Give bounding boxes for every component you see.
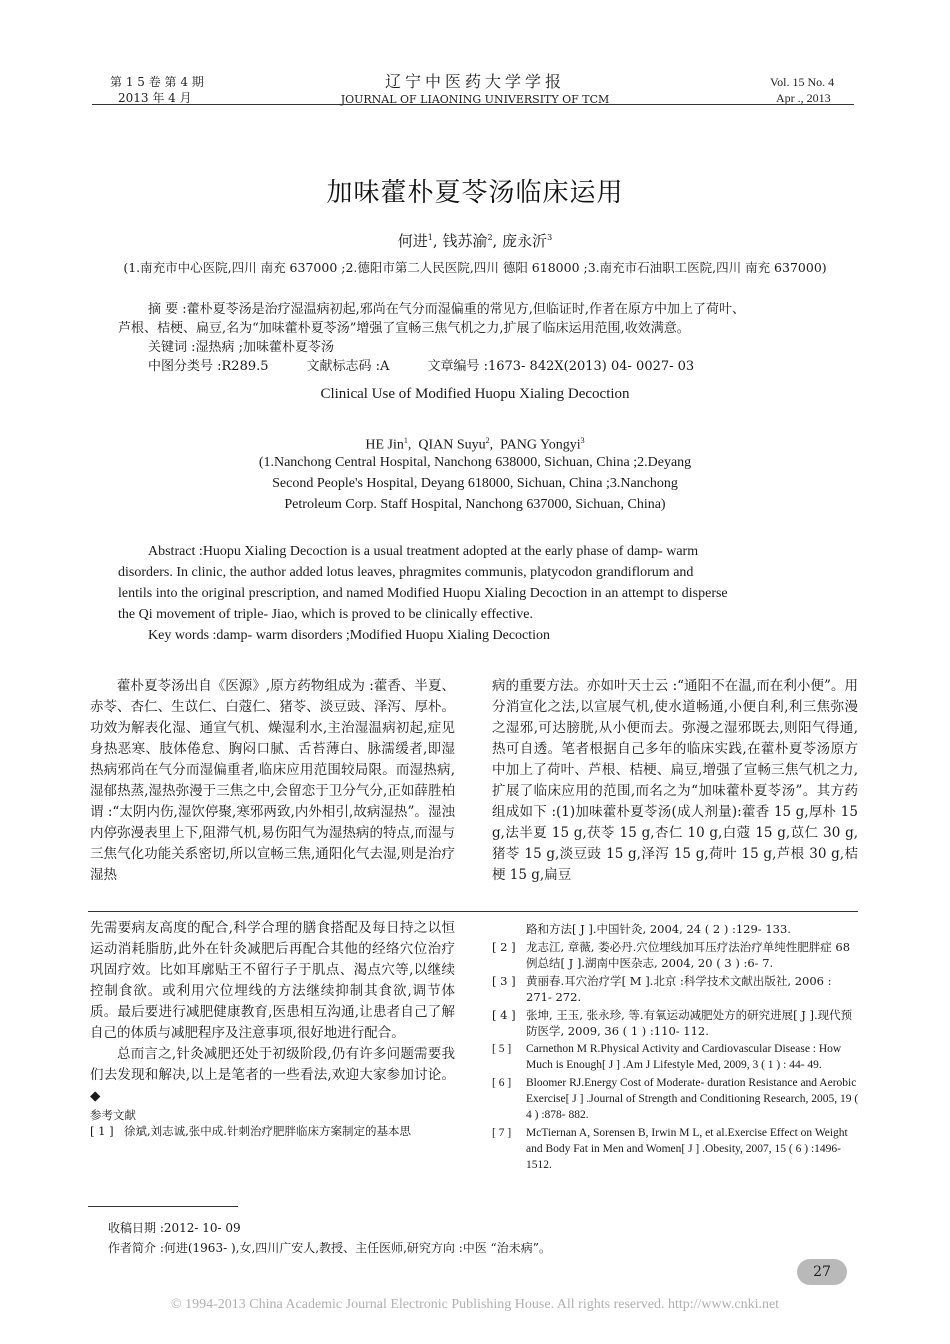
author-bio: 作者简介 :何进(1963- ),女,四川广安人,教授、主任医师,研究方向 :中医 “治未病”。: [108, 1241, 551, 1255]
body-paragraph-left: 藿朴夏苓汤出自《医源》,原方药物组成为 :藿香、半夏、赤苓、杏仁、生苡仁、白蔻仁、猪苓、淡豆豉、泽泻、厚朴。功效为解表化湿、通宣气机、燥湿利水,主治湿温病初起,症见身热恶寒、肢体倦怠、胸闷口腻、舌苔薄白、脉濡缓者,即湿热病邪尚在气分而湿偏重者,临床应用范围较局限。而湿热病,湿郁热蒸,湿热弥漫于三焦之中,会留恋于卫分气分,正如薛胜柏谓 :“太阴内伤,湿饮停聚,寒邪两致,内外相引,故病湿热”。湿浊内停弥漫表里上下,阻滞气机,易伤阳气为湿热病的特点,而湿与三焦气化功能关系密切,所以宣畅三焦,通阳化气去湿,则是治疗湿热: [90, 678, 455, 883]
references-list: [492, 921, 860, 1175]
reference-item: [492, 921, 860, 937]
reference-number: [ 3 ]: [492, 974, 516, 988]
section-divider: [88, 911, 858, 912]
header-vol-no: Vol. 15 No. 4: [770, 75, 835, 89]
header-volume: 第 1 5 卷 第 4 期: [110, 75, 204, 89]
reference-text: 徐斌,刘志诚,张中成.针刺治疗肥胖临床方案制定的基本思: [124, 1124, 411, 1138]
author-en-2-sup: 2: [485, 436, 490, 445]
affiliation-en: [0, 452, 950, 515]
document-code: 文献标志码 :A: [306, 359, 390, 374]
reference-item: [492, 939, 860, 971]
abstract-en-line4: the Qi movement of triple- Jiao, which is proved to be clinically effective.: [118, 607, 533, 622]
reference-item: [492, 1007, 860, 1039]
copyright-notice: © 1994-2013 China Academic Journal Electronic Publishing House. All rights reserved. http://www.cnki.net: [170, 1297, 780, 1312]
author-1-sup: 1: [427, 233, 433, 242]
author-en-2: QIAN Suyu: [418, 437, 486, 453]
authors-en: HE Jin$^1$, QIAN Suyu$^2$, PANG Yongyi$^3$: [365, 436, 585, 453]
reference-text: 张坤, 王玉, 张永珍, 等.有氧运动减肥处方的研究进展[ J ].现代预防医学, 2009, 36 ( 1 ) :110- 112.: [526, 1008, 853, 1038]
references-heading: 参考文献: [90, 1108, 136, 1122]
body-column-left: [90, 676, 455, 886]
footnote: [108, 1218, 848, 1258]
abstract-en-line3: lentils into the original prescription, and named Modified Huopu Xialing Decoction in an attempt to disperse: [118, 586, 728, 601]
reference-text: 黄丽春.耳穴治疗学[ M ].北京 :科学技术文献出版社, 2006 : 271- 272.: [526, 974, 832, 1004]
affiliation-en-line3: Petroleum Corp. Staff Hospital, Nanchong 637000, Sichuan, China): [284, 497, 666, 512]
affiliation-en-line1: (1.Nanchong Central Hospital, Nanchong 638000, Sichuan, China ;2.Deyang: [258, 455, 692, 470]
abstract-en-line1: Abstract :Huopu Xialing Decoction is a usual treatment adopted at the early phase of damp- warm: [148, 544, 699, 559]
author-1: 何进: [397, 232, 428, 250]
reference-item: [492, 1125, 860, 1173]
article-title-cn: 加味藿朴夏苓汤临床运用: [326, 178, 624, 208]
keywords-cn: 关键词 :湿热病 ;加味藿朴夏苓汤: [148, 340, 335, 355]
author-3: 庞永沂: [502, 232, 548, 250]
reference-number: [ 7 ]: [492, 1127, 512, 1139]
page-number: 27: [797, 1259, 847, 1285]
affiliation-en-line2: Second People's Hospital, Deyang 618000, Sichuan, China ;3.Nanchong: [272, 476, 678, 491]
reference-item: [492, 1041, 860, 1073]
abstract-cn-line1: 藿朴夏苓汤是治疗湿温病初起,邪尚在气分而湿偏重的常见方,但临证时,作者在原方中加上了荷叶、: [186, 302, 746, 317]
header-date-en: Apr ., 2013: [776, 91, 831, 105]
author-en-1: HE Jin: [365, 437, 404, 453]
body-paragraph-right: 病的重要方法。亦如叶天士云 :“通阳不在温,而在利小便”。用分消宣化之法,以宣展气机,使水道畅通,小便自利,利三焦弥漫之湿邪,可达膀胱,从小便而去。弥漫之湿邪既去,则阳气得通,热可自透。笔者根据自己多年的临床实践,在藿朴夏苓汤原方中加上了荷叶、芦根、桔梗、扁豆,增强了宣畅三焦气机之力,扩展了临床应用的范围,而名之为“加味藿朴夏苓汤”。其方药组成如下 :(1)加味藿朴夏苓汤(成人剂量):藿香 15 g,厚朴 15 g,法半夏 15 g,茯苓 15 g,杏仁 10 g,白蔻 15 g,苡仁 30 g,猪苓 15 g,淡豆豉 15 g,泽泻 15 g,荷叶 15 g,芦根 30 g,桔梗 15 g,扁豆: [492, 678, 858, 883]
abstract-en: [118, 541, 843, 646]
author-en-3: PANG Yongyi: [500, 437, 581, 453]
author-en-1-sup: 1: [403, 436, 408, 445]
header-rule: [92, 104, 854, 105]
reference-text: Bloomer RJ.Energy Cost of Moderate- duration Resistance and Aerobic Exercise[ J ] .Journal of Strength and Conditioning Research, 2005, 19 ( 4 ) :878- 882.: [526, 1077, 859, 1121]
reference-text: 路和方法[ J ].中国针灸, 2004, 24 ( 2 ) :129- 133.: [526, 922, 791, 936]
keywords-en: Key words :damp- warm disorders ;Modified Huopu Xialing Decoction: [148, 628, 551, 643]
reference-item: [492, 1075, 860, 1123]
header-volume-en: [770, 74, 834, 106]
abstract-label: 摘 要 :: [148, 302, 187, 317]
reference-text: McTiernan A, Sorensen B, Irwin M L, et al.Exercise Effect on Weight and Body Fat in Men and Women[ J ] .Obesity, 2007, 15 ( 6 ) :1496- 1512.: [526, 1127, 848, 1171]
reference-number: [492, 921, 526, 937]
abstract-cn-line2: 芦根、桔梗、扁豆,名为“加味藿朴夏苓汤”增强了宣畅三焦气机之力,扩展了临床运用范围,收效满意。: [118, 321, 690, 336]
received-date: 收稿日期 :2012- 10- 09: [108, 1221, 241, 1235]
reference-number: [ 6 ]: [492, 1077, 512, 1089]
reference-number: [ 4 ]: [492, 1008, 516, 1022]
author-2: 钱苏渝: [442, 232, 488, 250]
affiliation-cn: (1.南充市中心医院,四川 南充 637000 ;2.德阳市第二人民医院,四川 德阳 618000 ;3.南充市石油职工医院,四川 南充 637000): [123, 260, 827, 275]
body-column-right: [492, 676, 858, 886]
journal-name-cn: 辽宁中医药大学学报: [384, 72, 565, 91]
reference-text: 龙志江, 章薇, 娄必丹.穴位埋线加耳压疗法治疗单纯性肥胖症 68 例总结[ J ].湖南中医杂志, 2004, 20 ( 3 ) :6- 7.: [526, 940, 851, 970]
lower-left-column: [90, 918, 455, 1141]
lower-paragraph-2: 总而言之,针灸减肥还处于初级阶段,仍有许多问题需要我们去发现和解决,以上是笔者的一些看法,欢迎大家参加讨论。◆: [90, 1046, 455, 1104]
footnote-rule: [88, 1206, 238, 1207]
reference-number: [ 5 ]: [492, 1043, 512, 1055]
header-date: 2013 年 4 月: [118, 91, 192, 105]
journal-name-en: JOURNAL OF LIAONING UNIVERSITY OF TCM: [340, 93, 610, 106]
authors-cn: 何进$^1$, 钱苏渝$^2$, 庞永沂$^3$: [397, 232, 553, 250]
author-3-sup: 3: [547, 233, 553, 242]
reference-number: [ 2 ]: [492, 940, 516, 954]
abstract-en-line2: disorders. In clinic, the author added lotus leaves, phragmites communis, platycodon grandiflorum and: [118, 565, 694, 580]
clc-number: 中图分类号 :R289.5: [148, 359, 269, 374]
article-number: 文章编号 :1673- 842X(2013) 04- 0027- 03: [427, 359, 695, 374]
reference-number: [ 1 ]: [90, 1124, 114, 1138]
author-en-3-sup: 3: [580, 436, 585, 445]
article-title-en: Clinical Use of Modified Huopu Xialing Decoction: [320, 386, 630, 402]
reference-text: Carnethon M R.Physical Activity and Cardiovascular Disease : How Much is Enough[ J ] .Am J Lifestyle Med, 2009, 3 ( 1 ) : 44- 49.: [526, 1043, 842, 1071]
reference-item: [492, 973, 860, 1005]
reference-item: [90, 1123, 455, 1139]
lower-paragraph-1: 先需要病友高度的配合,科学合理的膳食搭配及每日持之以恒运动消耗脂肪,此外在针灸减肥后再配合其他的经络穴位治疗巩固疗效。比如耳廓贴王不留行子于肌点、渴点穴等,以继续控制食欲。或利用穴位埋线的方法继续抑制其食欲,调节体质。最后要进行减肥健康教育,医患相互沟通,让患者自己了解自己的体质与减肥程序及注意事项,很好地进行配合。: [90, 920, 455, 1041]
abstract-cn: [118, 300, 848, 376]
author-2-sup: 2: [487, 233, 493, 242]
